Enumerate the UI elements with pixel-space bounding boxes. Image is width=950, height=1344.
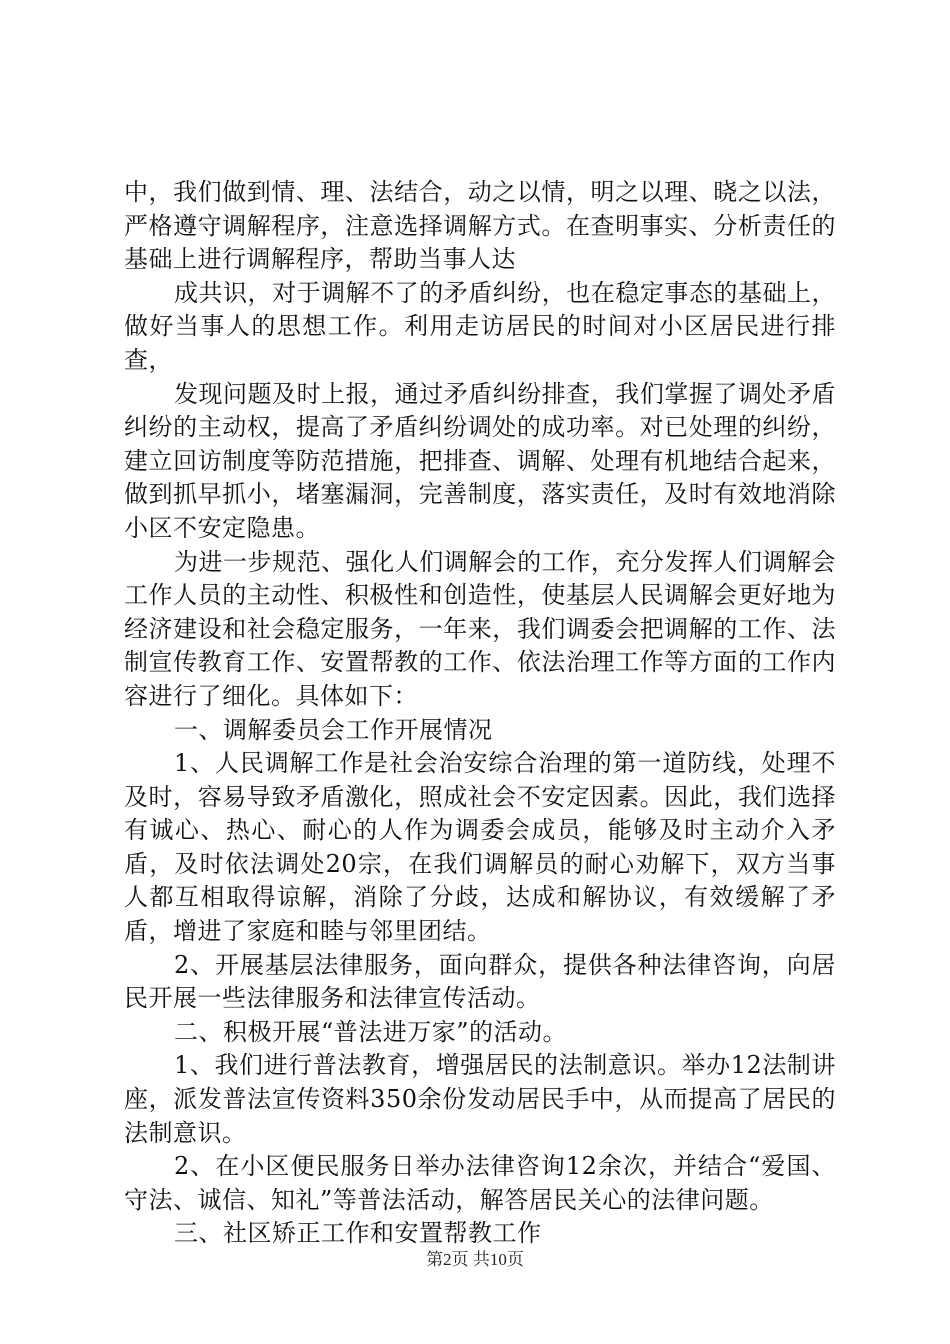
document-body	[124, 176, 836, 1251]
paragraph-6: 1、人民调解工作是社会治安综合治理的第一道防线，处理不及时，容易导致矛盾激化，照成社会不安定因素。因此，我们选择有诚心、热心、耐心的人作为调委会成员，能够及时主动介入矛盾，及时依法调处20宗，在我们调解员的耐心劝解下，双方当事人都互相取得谅解，消除了分歧，达成和解协议，有效缓解了矛盾，增进了家庭和睦与邻里团结。	[124, 749, 836, 946]
paragraph-2: 成共识，对于调解不了的矛盾纠纷，也在稳定事态的基础上，做好当事人的思想工作。利用走访居民的时间对小区居民进行排查，	[124, 278, 836, 374]
page-number-footer: 第2页 共10页	[426, 1250, 524, 1269]
paragraph-7: 2、开展基层法律服务，面向群众，提供各种法律咨询，向居民开展一些法律服务和法律宣传活动。	[124, 950, 836, 1013]
paragraph-3: 发现问题及时上报，通过矛盾纠纷排查，我们掌握了调处矛盾纠纷的主动权，提高了矛盾纠纷调处的成功率。对已处理的纠纷，建立回访制度等防范措施，把排查、调解、处理有机地结合起来，做到抓早抓小，堵塞漏洞，完善制度，落实责任，及时有效地消除小区不安定隐患。	[124, 379, 836, 542]
paragraph-9: 1、我们进行普法教育，增强居民的法制意识。举办12法制讲座，派发普法宣传资料350余份发动居民手中，从而提高了居民的法制意识。	[124, 1051, 836, 1147]
paragraph-10: 2、在小区便民服务日举办法律咨询12余次，并结合“爱国、守法、诚信、知礼”等普法活动，解答居民关心的法律问题。	[124, 1152, 836, 1214]
section-heading-1: 一、调解委员会工作开展情况	[174, 715, 493, 744]
section-heading-2: 二、积极开展“普法进万家”的活动。	[174, 1017, 568, 1046]
section-heading-3: 三、社区矫正工作和安置帮教工作	[174, 1219, 542, 1248]
paragraph-4: 为进一步规范、强化人们调解会的工作，充分发挥人们调解会工作人员的主动性、积极性和创造性，使基层人民调解会更好地为经济建设和社会稳定服务，一年来，我们调委会把调解的工作、法制宣传教育工作、安置帮教的工作、依法治理工作等方面的工作内容进行了细化。具体如下：	[124, 547, 836, 710]
paragraph-1: 中，我们做到情、理、法结合，动之以情，明之以理、晓之以法，严格遵守调解程序，注意选择调解方式。在查明事实、分析责任的基础上进行调解程序，帮助当事人达	[124, 178, 836, 274]
